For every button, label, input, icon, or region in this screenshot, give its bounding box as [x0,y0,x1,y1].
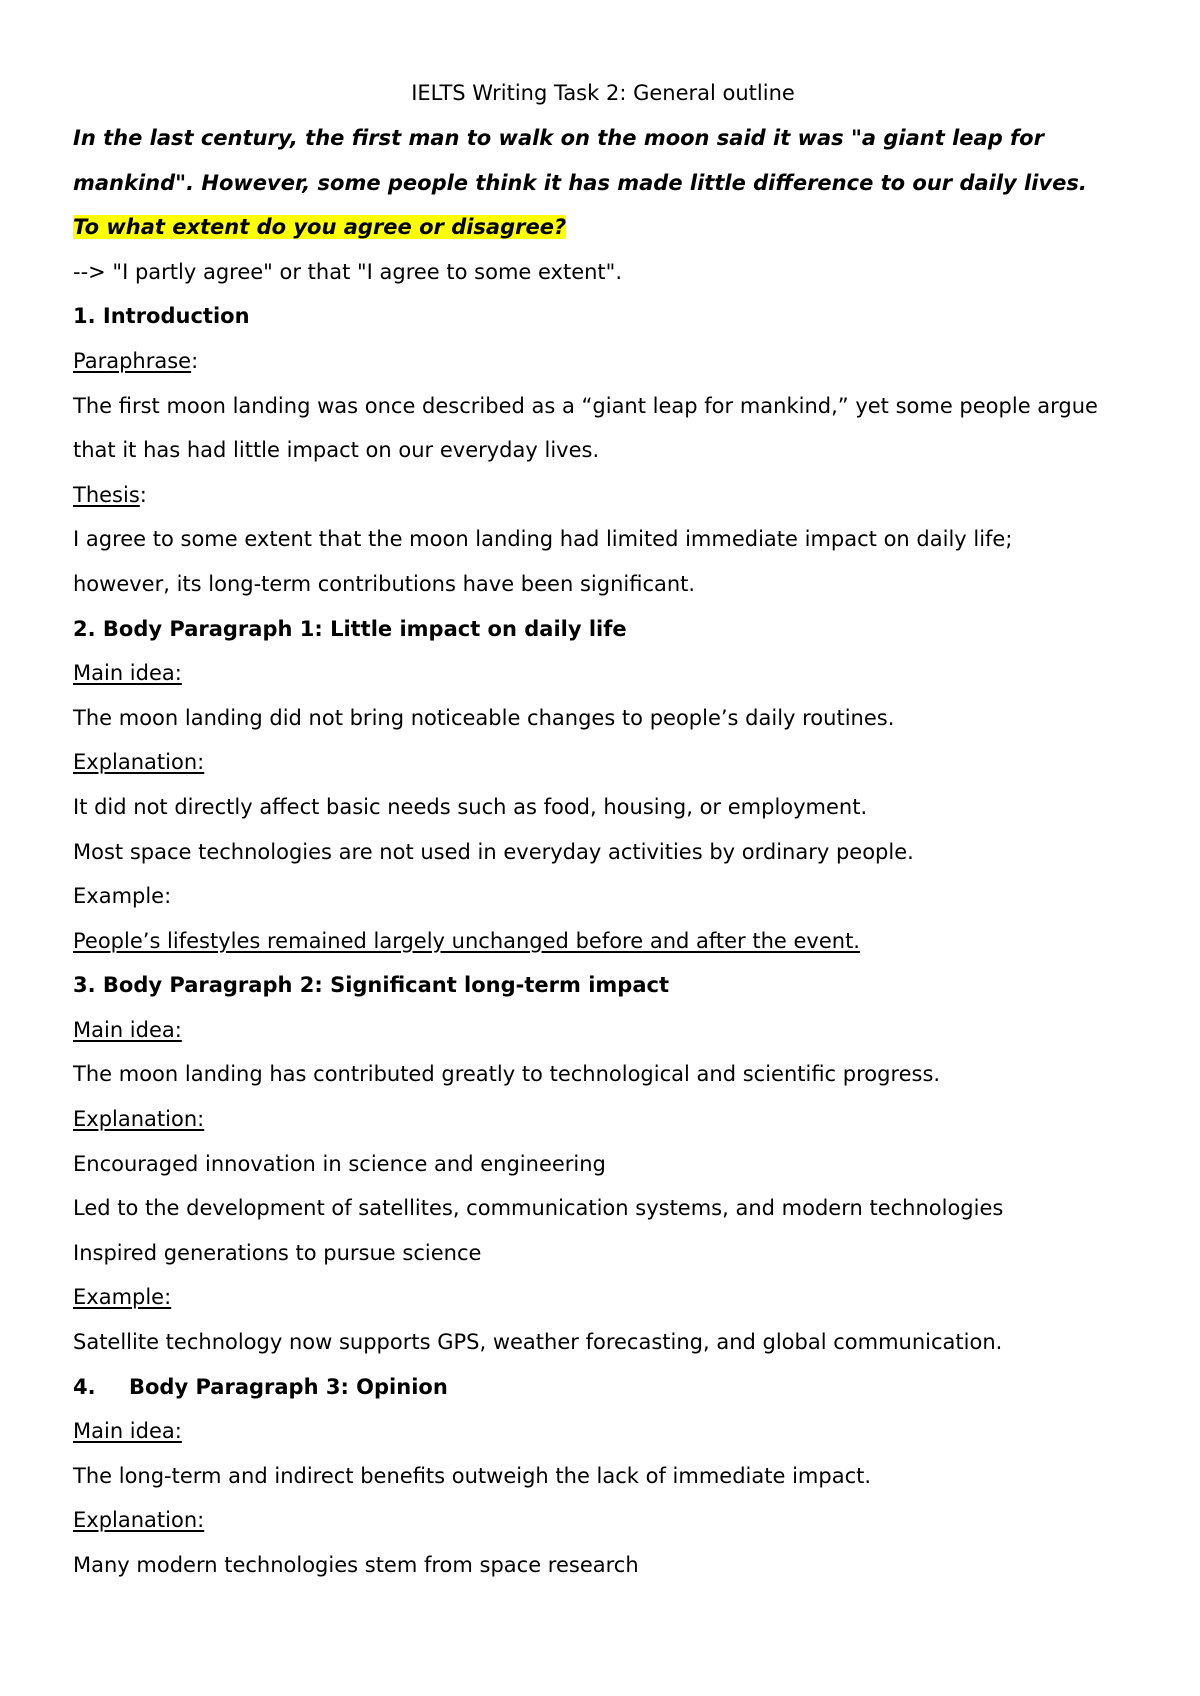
body1-main-text: The moon landing did not bring noticeable changes to people’s daily routines. [73,705,895,730]
paraphrase-label: Paraphrase [73,348,192,373]
page-title: IELTS Writing Task 2: General outline [411,81,795,105]
body1-main-label-line [73,651,1133,696]
paraphrase-label-line [73,339,1133,384]
body3-main-text: The long-term and indirect benefits outweigh the lack of immediate impact. [73,1463,872,1488]
body2-expl-label-line [73,1097,1133,1142]
prompt-line-1: In the last century, the first man to walk on the moon said it was "a giant leap for [73,126,1044,150]
body2-example-label: Example: [73,1285,172,1310]
body2-heading: 3. Body Paragraph 2: Significant long-term impact [73,973,669,998]
body2-example-label-line [73,1275,1133,1320]
body2-example-text: Satellite technology now supports GPS, weather forecasting, and global communication. [73,1330,1003,1355]
thesis-text-2: however, its long-term contributions have been significant. [73,571,696,596]
prompt-question-line [73,205,1133,250]
body1-expl-label: Explanation: [73,750,205,775]
body3-expl-label-line [73,1498,1133,1543]
body2-main-label-line [73,1008,1133,1053]
stance-line: --> "I partly agree" or that "I agree to some extent". [73,259,623,284]
body3-heading: Body Paragraph 3: Opinion [129,1374,448,1399]
body2-expl-3: Inspired generations to pursue science [73,1240,482,1265]
body2-expl-label: Explanation: [73,1107,205,1132]
paraphrase-text-2: that it has had little impact on our everyday lives. [73,438,600,463]
thesis-label-line [73,473,1133,518]
body2-expl-1: Encouraged innovation in science and engineering [73,1151,606,1176]
body1-example-label: Example: [73,884,172,909]
body1-example-text: People’s lifestyles remained largely unchanged before and after the event. [73,928,860,953]
body2-main-label: Main idea: [73,1017,182,1042]
body2-expl-2: Led to the development of satellites, communication systems, and modern technologies [73,1196,1004,1221]
paraphrase-text-1: The first moon landing was once described as a “giant leap for mankind,” yet some people argue [73,393,1098,418]
body3-heading-line [73,1365,1133,1410]
body1-expl-1: It did not directly affect basic needs such as food, housing, or employment. [73,794,868,819]
body1-example-line [73,919,1133,964]
paraphrase-colon: : [191,348,199,373]
body2-main-text: The moon landing has contributed greatly to technological and scientific progress. [73,1062,941,1087]
body3-expl-label: Explanation: [73,1508,205,1533]
body3-number: 4. [73,1374,96,1399]
body3-expl-1: Many modern technologies stem from space research [73,1553,639,1577]
document-content [73,70,1133,1588]
body1-expl-label-line [73,740,1133,785]
prompt-line-2: mankind". However, some people think it has made little difference to our daily lives. [73,170,1087,195]
thesis-text-1: I agree to some extent that the moon landing had limited immediate impact on daily life; [73,527,1013,552]
body1-expl-2: Most space technologies are not used in everyday activities by ordinary people. [73,839,914,864]
body3-main-label-line [73,1409,1133,1454]
body1-heading: 2. Body Paragraph 1: Little impact on daily life [73,616,627,641]
body3-main-label: Main idea: [73,1419,182,1444]
thesis-colon: : [139,482,147,507]
intro-heading: 1. Introduction [73,304,250,329]
body1-main-label: Main idea: [73,661,182,686]
prompt-question-highlight: To what extent do you agree or disagree? [73,215,567,240]
thesis-label: Thesis [73,482,140,507]
